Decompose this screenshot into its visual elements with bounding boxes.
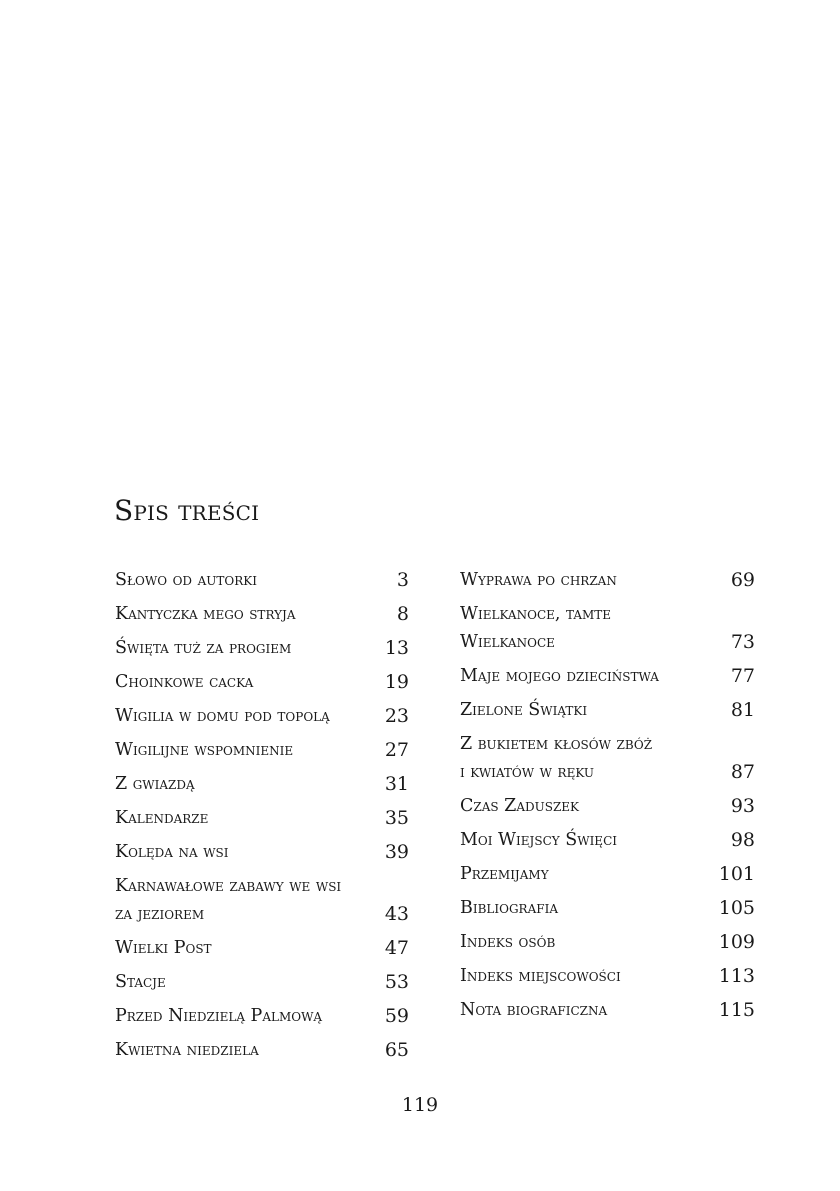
toc-entry bbox=[460, 962, 755, 990]
toc-entry-title: Święta tuż za progiem bbox=[115, 638, 292, 658]
page-title: Spis treści bbox=[114, 494, 260, 527]
toc-entry bbox=[460, 566, 755, 594]
toc-entry bbox=[115, 968, 409, 996]
toc-entry-page: 65 bbox=[384, 1039, 409, 1061]
toc-entry bbox=[115, 634, 409, 662]
toc-entry-title: Nota biograficzna bbox=[460, 1000, 608, 1020]
toc-entry bbox=[460, 696, 755, 724]
toc-entry-title: Przed Niedzielą Palmową bbox=[115, 1006, 323, 1026]
toc-entry-title bbox=[460, 730, 652, 786]
toc-entry bbox=[460, 894, 755, 922]
toc-entry bbox=[115, 668, 409, 696]
toc-entry-title-line2: za jeziorem bbox=[115, 904, 205, 924]
toc-entry-page: 101 bbox=[718, 863, 755, 885]
toc-entry-page: 59 bbox=[384, 1005, 409, 1027]
toc-entry-page: 69 bbox=[730, 569, 755, 591]
toc-entry bbox=[115, 1036, 409, 1064]
toc-entry-title-line1: Z bukietem kłosów zbóż bbox=[460, 734, 653, 754]
toc-entry-title: Czas Zaduszek bbox=[460, 796, 580, 816]
toc-entry-page: 31 bbox=[384, 773, 409, 795]
toc-entry bbox=[460, 792, 755, 820]
toc-entry bbox=[115, 934, 409, 962]
toc-entry-title-line1: Karnawałowe zabawy we wsi bbox=[115, 876, 342, 896]
toc-entry-page: 27 bbox=[384, 739, 409, 761]
page-number: 119 bbox=[401, 1094, 439, 1116]
toc-entry bbox=[460, 730, 755, 786]
toc-entry-page: 87 bbox=[730, 761, 755, 783]
toc-entry-page: 81 bbox=[730, 699, 755, 721]
toc-entry-title: Wielki Post bbox=[115, 938, 212, 958]
toc-entry bbox=[115, 1002, 409, 1030]
toc-entry-title: Przemijamy bbox=[460, 864, 549, 884]
toc-entry bbox=[115, 838, 409, 866]
toc-entry-page: 93 bbox=[730, 795, 755, 817]
toc-entry-page: 35 bbox=[384, 807, 409, 829]
toc-entry-page: 77 bbox=[730, 665, 755, 687]
toc-entry-page: 19 bbox=[384, 671, 409, 693]
toc-entry-title bbox=[115, 872, 341, 928]
toc-entry-title: Kalendarze bbox=[115, 808, 209, 828]
toc-entry-page: 73 bbox=[730, 631, 755, 653]
toc-column-right bbox=[460, 566, 755, 1030]
toc-entry-title: Wyprawa po chrzan bbox=[460, 570, 617, 590]
toc-entry-title: Wigilijne wspomnienie bbox=[115, 740, 294, 760]
toc-entry-title: Moi Wiejscy Święci bbox=[460, 830, 617, 850]
toc-column-left bbox=[115, 566, 409, 1070]
toc-entry-title: Kolęda na wsi bbox=[115, 842, 229, 862]
toc-entry-title: Maje mojego dzieciństwa bbox=[460, 666, 659, 686]
toc-entry-title: Indeks miejscowości bbox=[460, 966, 621, 986]
toc-entry bbox=[115, 770, 409, 798]
toc-entry-page: 98 bbox=[730, 829, 755, 851]
toc-entry-page: 3 bbox=[396, 569, 409, 591]
toc-entry-title: Kwietna niedziela bbox=[115, 1040, 259, 1060]
toc-entry-title: Bibliografia bbox=[460, 898, 558, 918]
toc-entry-title bbox=[460, 600, 611, 656]
toc-entry bbox=[115, 736, 409, 764]
toc-entry bbox=[115, 804, 409, 832]
toc-entry-page: 115 bbox=[718, 999, 755, 1021]
toc-entry-page: 109 bbox=[718, 931, 755, 953]
toc-entry bbox=[115, 872, 409, 928]
toc-entry bbox=[460, 996, 755, 1024]
toc-entry-page: 113 bbox=[718, 965, 755, 987]
toc-entry bbox=[460, 600, 755, 656]
toc-entry-page: 43 bbox=[384, 903, 409, 925]
toc-entry-page: 8 bbox=[396, 603, 409, 625]
toc-entry-title-line1: Wielkanoce, tamte bbox=[460, 604, 612, 624]
toc-entry bbox=[115, 600, 409, 628]
toc-entry-title-line2: i kwiatów w ręku bbox=[460, 762, 595, 782]
toc-entry-page: 23 bbox=[384, 705, 409, 727]
toc-entry-title: Indeks osób bbox=[460, 932, 556, 952]
toc-entry-title: Stacje bbox=[115, 972, 166, 992]
toc-entry-page: 105 bbox=[718, 897, 755, 919]
toc-entry bbox=[460, 662, 755, 690]
toc-entry-title: Kantyczka mego stryja bbox=[115, 604, 296, 624]
toc-entry bbox=[460, 928, 755, 956]
toc-entry bbox=[460, 860, 755, 888]
toc-entry bbox=[460, 826, 755, 854]
toc-entry-title: Słowo od autorki bbox=[115, 570, 257, 590]
toc-entry bbox=[115, 566, 409, 594]
toc-entry-page: 53 bbox=[384, 971, 409, 993]
toc-entry-title-line2: Wielkanoce bbox=[460, 632, 555, 652]
toc-entry-page: 47 bbox=[384, 937, 409, 959]
toc-entry-page: 13 bbox=[384, 637, 409, 659]
toc-entry-page: 39 bbox=[384, 841, 409, 863]
toc-entry-title: Choinkowe cacka bbox=[115, 672, 254, 692]
toc-entry-title: Wigilia w domu pod topolą bbox=[115, 706, 330, 726]
toc-entry-title: Z gwiazdą bbox=[115, 774, 195, 794]
toc-entry bbox=[115, 702, 409, 730]
toc-entry-title: Zielone Świątki bbox=[460, 700, 588, 720]
